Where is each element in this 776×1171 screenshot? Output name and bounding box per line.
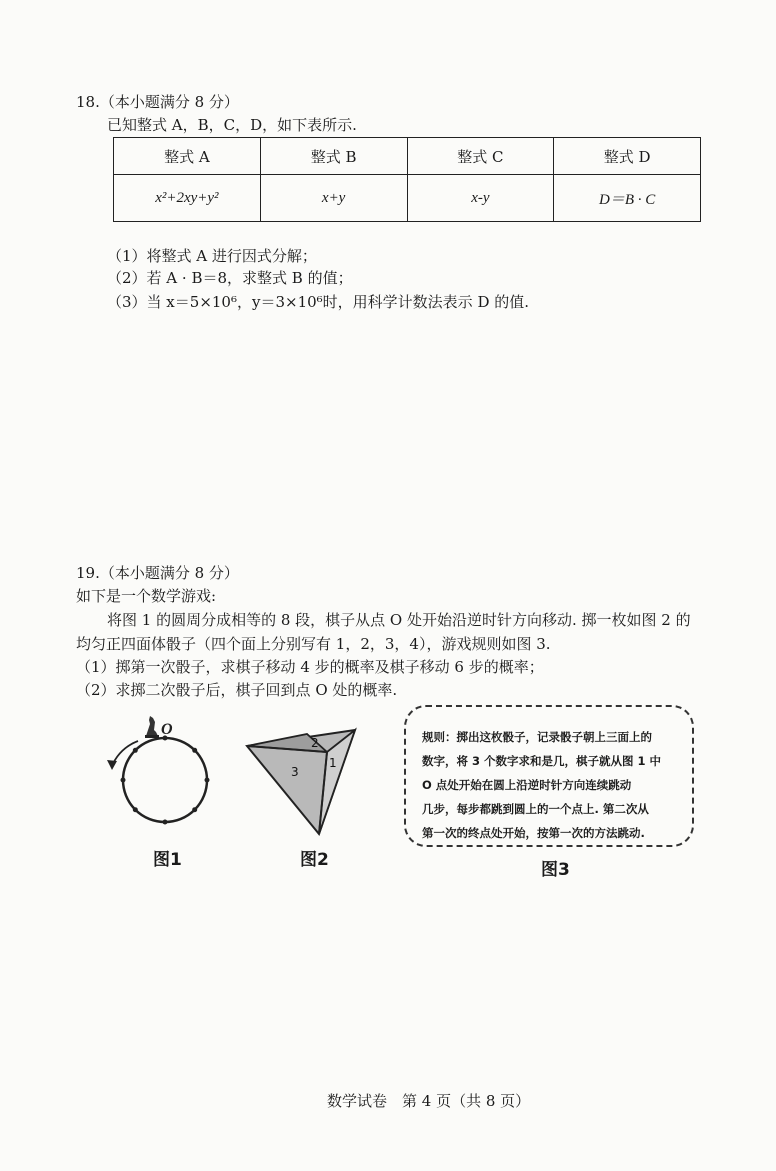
table-header-c: 整式 C — [407, 138, 554, 175]
rule-line-5: 第一次的终点处开始，按第一次的方法跳动. — [422, 826, 645, 840]
rule-title: 规则： — [422, 730, 457, 744]
arrowhead-icon — [107, 760, 117, 770]
q19-paragraph-line1: 将图 1 的圆周分成相等的 8 段，棋子从点 O 处开始沿逆时针方向移动. 掷一枚如图 2 的 — [107, 611, 691, 629]
fig2-label: 图2 — [300, 850, 329, 870]
die-face-2: 2 — [311, 736, 319, 750]
q18-heading: 18.（本小题满分 8 分） — [76, 93, 239, 111]
q19-part-1: （1）掷第一次骰子，求棋子移动 4 步的概率及棋子移动 6 步的概率； — [76, 658, 544, 676]
rule-line-3: O 点处开始在圆上沿逆时针方向连续跳动 — [422, 778, 632, 792]
fig1-point-label: O — [161, 721, 173, 738]
table-header-a: 整式 A — [114, 138, 261, 175]
fig3-label: 图3 — [541, 860, 570, 880]
die-face-1: 1 — [329, 756, 337, 770]
chess-piece-icon — [145, 716, 159, 738]
q19-paragraph-line2: 均匀正四面体骰子（四个面上分别写有 1，2，3，4），游戏规则如图 3. — [76, 635, 551, 653]
table-cell-a: x²+2xy+y² — [114, 175, 261, 222]
q18-part-1: （1）将整式 A 进行因式分解； — [107, 247, 317, 265]
table-cell-b: x+y — [260, 175, 407, 222]
fig1-circle-diagram — [98, 708, 228, 833]
q19-intro: 如下是一个数学游戏: — [76, 587, 217, 605]
q19-heading: 19.（本小题满分 8 分） — [76, 564, 239, 582]
table-cell-c: x-y — [407, 175, 554, 222]
table-header-b: 整式 B — [260, 138, 407, 175]
rule-line-1: 掷出这枚骰子，记录骰子朝上三面上的 — [456, 730, 652, 744]
page-footer: 数学试卷 第 4 页（共 8 页） — [327, 1092, 531, 1110]
table-header-d: 整式 D — [554, 138, 701, 175]
fig2-tetrahedron-die — [245, 722, 360, 837]
fig1-points — [121, 736, 210, 825]
q18-part-2: （2）若 A · B＝8，求整式 B 的值； — [107, 269, 353, 287]
q19-part-2: （2）求掷二次骰子后，棋子回到点 O 处的概率. — [76, 681, 398, 699]
rule-line-4: 几步，每步都跳到圆上的一个点上. 第二次从 — [422, 802, 649, 816]
q18-table — [113, 137, 701, 222]
fig1-label: 图1 — [153, 850, 182, 870]
table-cell-d: D＝B · C — [554, 175, 701, 222]
q18-part-3: （3）当 x＝5×10⁶，y＝3×10⁶时，用科学计数法表示 D 的值. — [107, 293, 530, 311]
die-face-3: 3 — [291, 765, 299, 779]
q18-intro: 已知整式 A，B，C，D，如下表所示. — [107, 116, 357, 134]
fig3-rule-box — [404, 705, 694, 847]
rule-line-2: 数字，将 3 个数字求和是几，棋子就从图 1 中 — [422, 754, 662, 768]
